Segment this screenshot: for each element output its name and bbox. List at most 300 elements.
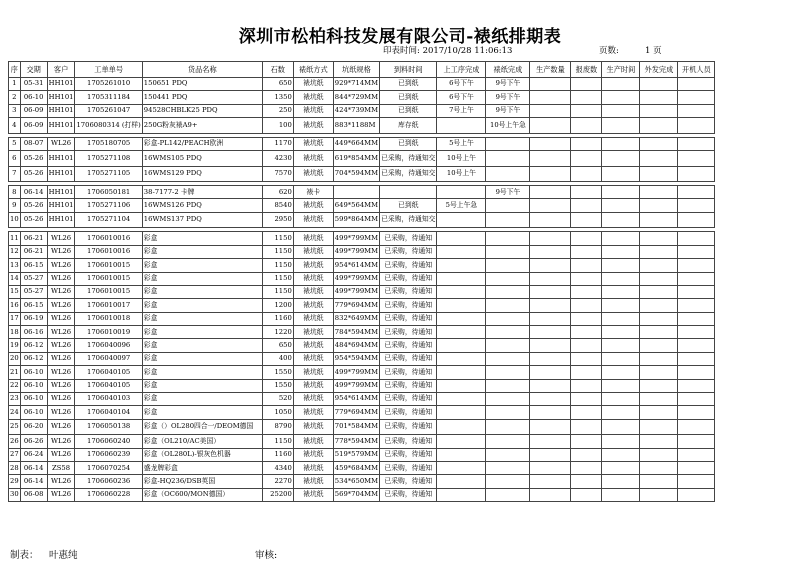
cell-date: 06-15: [20, 299, 47, 312]
cell-prev: [437, 488, 486, 501]
table-row: [9, 488, 715, 501]
cell-name: 彩盒（）OL280四合一/DEOM德国: [142, 419, 262, 435]
cell-order: 1706010016: [75, 232, 142, 245]
cell-empty: [602, 299, 640, 312]
table-row: [9, 379, 715, 392]
cell-date: 06-10: [20, 379, 47, 392]
cell-arrive: 已采购，待通知: [380, 448, 437, 461]
cell-spec: 499*799MM: [333, 245, 379, 258]
cell-qty: 7570: [262, 166, 293, 182]
cell-arrive: 已采购，待通知: [380, 312, 437, 325]
cell-name: 盛龙牌彩盒: [142, 462, 262, 475]
cell-cust: HH101: [47, 91, 75, 104]
cell-arrive: 已到纸: [380, 78, 437, 91]
cell-spec: 499*799MM: [333, 285, 379, 298]
cell-date: 06-21: [20, 245, 47, 258]
cell-date: 06-16: [20, 326, 47, 339]
cell-name: 彩盒: [142, 272, 262, 285]
cell-qty: 2950: [262, 212, 293, 228]
cell-qty: 1350: [262, 91, 293, 104]
cell-qty: 100: [262, 118, 293, 134]
cell-date: 05-26: [20, 166, 47, 182]
cell-prev: [437, 406, 486, 419]
cell-empty: [571, 475, 602, 488]
cell-done: [486, 137, 530, 150]
cell-empty: [571, 151, 602, 167]
cell-cust: HH101: [47, 186, 75, 199]
cell-order: 1706070254: [75, 462, 142, 475]
cell-empty: [571, 259, 602, 272]
cell-spec: 954*594MM: [333, 352, 379, 365]
cell-order: 1706060239: [75, 448, 142, 461]
cell-empty: [602, 406, 640, 419]
col-header: 上工序完成: [437, 62, 486, 78]
cell-empty: [678, 272, 715, 285]
cell-empty: [571, 326, 602, 339]
cell-qty: 520: [262, 393, 293, 406]
col-header: 交期: [20, 62, 47, 78]
cell-method: 裱坑纸: [293, 312, 333, 325]
cell-cust: HH101: [47, 104, 75, 117]
cell-spec: 844*729MM: [333, 91, 379, 104]
cell-empty: [530, 212, 571, 228]
table-row: [9, 151, 715, 167]
cell-arrive: 已采购，待通知: [380, 352, 437, 365]
cell-spec: 499*799MM: [333, 272, 379, 285]
cell-empty: [640, 91, 678, 104]
cell-spec: 499*799MM: [333, 379, 379, 392]
cell-spec: 832*649MM: [333, 312, 379, 325]
cell-name: 彩盒: [142, 406, 262, 419]
cell-empty: [530, 151, 571, 167]
table-row: [9, 435, 715, 448]
cell-empty: [678, 166, 715, 182]
cell-order: 1706010015: [75, 272, 142, 285]
cell-method: 裱坑纸: [293, 166, 333, 182]
cell-name: 彩盒: [142, 232, 262, 245]
cell-done: [486, 393, 530, 406]
table-row: [9, 137, 715, 150]
cell-name: 38-7177-2 卡牌: [142, 186, 262, 199]
cell-done: [486, 199, 530, 212]
cell-empty: [640, 393, 678, 406]
cell-empty: [571, 352, 602, 365]
cell-empty: [640, 232, 678, 245]
cell-qty: 400: [262, 352, 293, 365]
cell-empty: [571, 212, 602, 228]
cell-qty: 1170: [262, 137, 293, 150]
cell-order: 1706050138: [75, 419, 142, 435]
cell-empty: [678, 435, 715, 448]
cell-empty: [602, 151, 640, 167]
cell-name: 16WMS126 PDQ: [142, 199, 262, 212]
table-row: [9, 448, 715, 461]
cell-empty: [678, 212, 715, 228]
cell-name: 彩盒: [142, 299, 262, 312]
cell-empty: [678, 137, 715, 150]
cell-prev: [437, 245, 486, 258]
cell-cust: WL26: [47, 475, 75, 488]
cell-arrive: 已采购，待通知: [380, 488, 437, 501]
cell-no: 16: [9, 299, 21, 312]
cell-empty: [530, 166, 571, 182]
table-row: [9, 104, 715, 117]
cell-method: 裱坑纸: [293, 435, 333, 448]
cell-spec: 619*854MM: [333, 151, 379, 167]
cell-empty: [602, 393, 640, 406]
cell-cust: WL26: [47, 272, 75, 285]
cell-method: 裱坑纸: [293, 151, 333, 167]
cell-done: 9号下午: [486, 78, 530, 91]
cell-date: 06-08: [20, 488, 47, 501]
cell-empty: [571, 137, 602, 150]
cell-empty: [530, 78, 571, 91]
table-row: [9, 312, 715, 325]
cell-no: 7: [9, 166, 21, 182]
cell-qty: 8540: [262, 199, 293, 212]
cell-empty: [602, 339, 640, 352]
table-row: [9, 299, 715, 312]
cell-empty: [678, 78, 715, 91]
cell-empty: [530, 462, 571, 475]
cell-order: 1706060236: [75, 475, 142, 488]
cell-prev: [437, 419, 486, 435]
cell-no: 13: [9, 259, 21, 272]
table-row: [9, 199, 715, 212]
cell-empty: [678, 118, 715, 134]
cell-done: [486, 232, 530, 245]
cell-no: 3: [9, 104, 21, 117]
cell-order: 1706040096: [75, 339, 142, 352]
cell-name: 150651 PDQ: [142, 78, 262, 91]
cell-empty: [571, 435, 602, 448]
cell-empty: [678, 199, 715, 212]
cell-empty: [571, 232, 602, 245]
cell-empty: [571, 118, 602, 134]
cell-qty: 1200: [262, 299, 293, 312]
cell-qty: 1150: [262, 272, 293, 285]
cell-prev: 10号上午: [437, 151, 486, 167]
cell-empty: [602, 104, 640, 117]
cell-order: 1706040105: [75, 379, 142, 392]
col-header: 开机人员: [678, 62, 715, 78]
cell-done: [486, 151, 530, 167]
cell-cust: HH101: [47, 212, 75, 228]
cell-empty: [530, 419, 571, 435]
cell-no: 27: [9, 448, 21, 461]
cell-order: 1705261047: [75, 104, 142, 117]
cell-cust: WL26: [47, 435, 75, 448]
cell-empty: [678, 352, 715, 365]
cell-order: 1706040104: [75, 406, 142, 419]
cell-empty: [602, 91, 640, 104]
cell-prev: [437, 475, 486, 488]
cell-empty: [530, 448, 571, 461]
cell-date: 06-10: [20, 366, 47, 379]
cell-empty: [678, 151, 715, 167]
col-header: 石数: [262, 62, 293, 78]
cell-date: 06-14: [20, 475, 47, 488]
cell-cust: WL26: [47, 339, 75, 352]
cell-empty: [571, 379, 602, 392]
cell-cust: HH101: [47, 199, 75, 212]
cell-empty: [571, 166, 602, 182]
cell-method: 裱坑纸: [293, 78, 333, 91]
cell-empty: [571, 299, 602, 312]
cell-prev: [437, 352, 486, 365]
cell-date: 06-14: [20, 462, 47, 475]
cell-arrive: 已采购，待通知: [380, 259, 437, 272]
cell-no: 2: [9, 91, 21, 104]
cell-prev: 6号下午: [437, 78, 486, 91]
cell-prev: [437, 379, 486, 392]
cell-order: 1706050181: [75, 186, 142, 199]
cell-arrive: 已采购，待通知交: [380, 151, 437, 167]
cell-done: [486, 272, 530, 285]
cell-empty: [678, 232, 715, 245]
cell-empty: [530, 299, 571, 312]
cell-empty: [640, 212, 678, 228]
schedule-table: [8, 61, 715, 502]
cell-empty: [640, 435, 678, 448]
cell-arrive: 已采购，待通知: [380, 272, 437, 285]
cell-arrive: [380, 186, 437, 199]
cell-done: [486, 488, 530, 501]
cell-spec: 779*694MM: [333, 406, 379, 419]
cell-cust: WL26: [47, 393, 75, 406]
cell-done: [486, 259, 530, 272]
cell-no: 8: [9, 186, 21, 199]
cell-empty: [530, 245, 571, 258]
cell-arrive: 已采购，待通知: [380, 393, 437, 406]
cell-prev: [437, 448, 486, 461]
cell-arrive: 已采购，待通知: [380, 366, 437, 379]
table-row: [9, 245, 715, 258]
cell-method: 裱坑纸: [293, 326, 333, 339]
cell-empty: [602, 137, 640, 150]
cell-order: 1706060228: [75, 488, 142, 501]
cell-no: 11: [9, 232, 21, 245]
cell-cust: HH101: [47, 166, 75, 182]
cell-prev: 6号下午: [437, 91, 486, 104]
cell-date: 06-10: [20, 406, 47, 419]
cell-cust: HH101: [47, 78, 75, 91]
cell-method: 裱坑纸: [293, 259, 333, 272]
cell-done: [486, 166, 530, 182]
cell-date: 06-20: [20, 419, 47, 435]
cell-empty: [530, 406, 571, 419]
cell-prev: 10号上午: [437, 166, 486, 182]
header-row: [9, 62, 715, 78]
cell-spec: 954*614MM: [333, 259, 379, 272]
cell-order: 1705180705: [75, 137, 142, 150]
cell-arrive: 已采购，待通知: [380, 475, 437, 488]
page-label: 页数:: [599, 46, 619, 56]
cell-name: 彩盒: [142, 366, 262, 379]
cell-spec: 649*564MM: [333, 199, 379, 212]
cell-done: 9号下午: [486, 91, 530, 104]
cell-empty: [640, 488, 678, 501]
cell-empty: [678, 285, 715, 298]
cell-empty: [678, 406, 715, 419]
cell-qty: 1150: [262, 232, 293, 245]
cell-order: 1706010019: [75, 326, 142, 339]
cell-prev: [437, 118, 486, 134]
cell-done: [486, 212, 530, 228]
cell-no: 5: [9, 137, 21, 150]
cell-name: 彩盒-PL142/PEACH欧洲: [142, 137, 262, 150]
cell-no: 18: [9, 326, 21, 339]
cell-empty: [571, 78, 602, 91]
cell-arrive: 已采购，待通知: [380, 232, 437, 245]
cell-empty: [602, 285, 640, 298]
cell-method: 裱坑纸: [293, 285, 333, 298]
cell-empty: [530, 199, 571, 212]
cell-method: 裱坑纸: [293, 299, 333, 312]
cell-prev: [437, 393, 486, 406]
cell-done: [486, 462, 530, 475]
cell-empty: [530, 259, 571, 272]
table-row: [9, 352, 715, 365]
col-header: 外发完成: [640, 62, 678, 78]
cell-spec: 704*594MM: [333, 166, 379, 182]
cell-empty: [602, 475, 640, 488]
cell-qty: 1220: [262, 326, 293, 339]
cell-done: [486, 326, 530, 339]
cell-empty: [678, 104, 715, 117]
cell-cust: WL26: [47, 285, 75, 298]
cell-empty: [602, 379, 640, 392]
cell-method: 裱坑纸: [293, 104, 333, 117]
cell-qty: 1050: [262, 406, 293, 419]
cell-no: 19: [9, 339, 21, 352]
cell-name: 彩盒: [142, 245, 262, 258]
cell-qty: 1150: [262, 435, 293, 448]
cell-no: 28: [9, 462, 21, 475]
cell-qty: 4340: [262, 462, 293, 475]
cell-arrive: 已采购，待通知: [380, 339, 437, 352]
col-header: 生产时间: [602, 62, 640, 78]
cell-prev: [437, 212, 486, 228]
cell-date: 06-09: [20, 118, 47, 134]
cell-date: 06-14: [20, 186, 47, 199]
cell-qty: 1150: [262, 259, 293, 272]
cell-name: 16WMS105 PDQ: [142, 151, 262, 167]
cell-empty: [678, 326, 715, 339]
cell-cust: WL26: [47, 352, 75, 365]
cell-empty: [530, 379, 571, 392]
cell-no: 20: [9, 352, 21, 365]
cell-empty: [571, 91, 602, 104]
cell-qty: 1150: [262, 245, 293, 258]
cell-empty: [678, 91, 715, 104]
cell-method: 裱坑纸: [293, 91, 333, 104]
cell-spec: 449*664MM: [333, 137, 379, 150]
cell-done: 9号下午: [486, 104, 530, 117]
cell-prev: [437, 326, 486, 339]
cell-empty: [678, 475, 715, 488]
cell-empty: [640, 137, 678, 150]
cell-name: 彩盒: [142, 352, 262, 365]
table-row: [9, 118, 715, 134]
cell-date: 06-19: [20, 312, 47, 325]
cell-empty: [602, 326, 640, 339]
cell-date: 06-12: [20, 339, 47, 352]
cell-no: 26: [9, 435, 21, 448]
cell-order: 1706010016: [75, 245, 142, 258]
cell-done: [486, 285, 530, 298]
cell-method: 裱坑纸: [293, 393, 333, 406]
cell-order: 1706010015: [75, 259, 142, 272]
cell-no: 29: [9, 475, 21, 488]
cell-method: 裱坑纸: [293, 232, 333, 245]
cell-cust: WL26: [47, 245, 75, 258]
col-header: 报废数: [571, 62, 602, 78]
table-row: [9, 326, 715, 339]
cell-name: 彩盒: [142, 259, 262, 272]
cell-cust: WL26: [47, 326, 75, 339]
cell-order: 1706010018: [75, 312, 142, 325]
cell-prev: [437, 232, 486, 245]
cell-empty: [640, 285, 678, 298]
cell-done: [486, 352, 530, 365]
cell-cust: WL26: [47, 137, 75, 150]
table-row: [9, 272, 715, 285]
cell-done: [486, 475, 530, 488]
cell-cust: WL26: [47, 379, 75, 392]
cell-empty: [678, 448, 715, 461]
cell-empty: [530, 488, 571, 501]
cell-done: [486, 406, 530, 419]
cell-order: 1705271106: [75, 199, 142, 212]
cell-empty: [530, 104, 571, 117]
table-row: [9, 406, 715, 419]
cell-qty: 1150: [262, 285, 293, 298]
cell-empty: [530, 326, 571, 339]
cell-empty: [571, 186, 602, 199]
cell-empty: [602, 186, 640, 199]
col-header: 坑纸规格: [333, 62, 379, 78]
cell-method: 裱坑纸: [293, 137, 333, 150]
cell-empty: [571, 366, 602, 379]
cell-empty: [602, 232, 640, 245]
cell-no: 30: [9, 488, 21, 501]
cell-empty: [602, 166, 640, 182]
cell-name: 250G粉灰裱A9+: [142, 118, 262, 134]
cell-spec: 519*579MM: [333, 448, 379, 461]
cell-empty: [640, 379, 678, 392]
cell-prev: [437, 339, 486, 352]
col-header: 裱纸完成: [486, 62, 530, 78]
cell-empty: [602, 352, 640, 365]
cell-method: 裱坑纸: [293, 212, 333, 228]
cell-method: 裱卡: [293, 186, 333, 199]
cell-arrive: 已采购，待通知: [380, 245, 437, 258]
cell-date: 06-26: [20, 435, 47, 448]
cell-qty: 1550: [262, 366, 293, 379]
cell-prev: [437, 272, 486, 285]
cell-empty: [530, 285, 571, 298]
maker-label: 制表：: [10, 550, 39, 561]
cell-empty: [640, 326, 678, 339]
cell-cust: WL26: [47, 366, 75, 379]
cell-date: 06-10: [20, 393, 47, 406]
cell-arrive: 已采购，待通知: [380, 419, 437, 435]
cell-qty: 1160: [262, 448, 293, 461]
table-row: [9, 339, 715, 352]
cell-spec: 459*684MM: [333, 462, 379, 475]
cell-empty: [530, 118, 571, 134]
